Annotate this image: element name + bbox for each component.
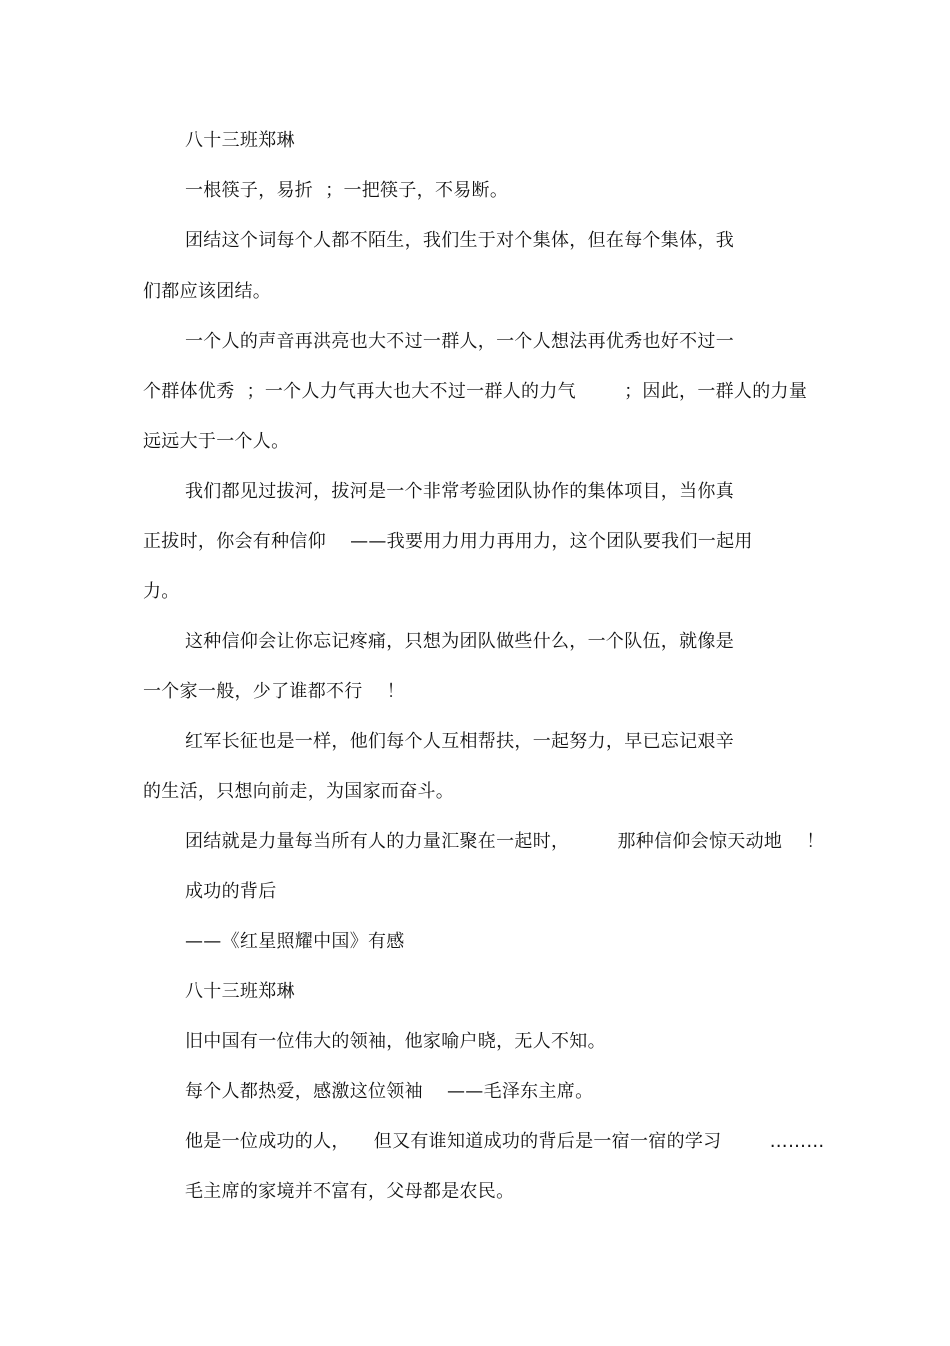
author-line: 八十三班郑琳 <box>185 130 295 151</box>
paragraph-line: 这种信仰会让你忘记疼痛，只想为团队做些什么，一个队伍，就像是 <box>185 631 734 652</box>
paragraph-line: 的生活，只想向前走，为国家而奋斗。 <box>143 781 455 802</box>
paragraph-line: 一个人的声音再洪亮也大不过一群人，一个人想法再优秀也好不过一 <box>185 331 734 352</box>
paragraph-line: 每个人都热爱，感激这位领袖 ——毛泽东主席。 <box>185 1081 594 1102</box>
paragraph-line: 他是一位成功的人， 但又有谁知道成功的背后是一宿一宿的学习 ……… <box>185 1131 825 1152</box>
paragraph-line: 毛主席的家境并不富有，父母都是农民。 <box>185 1181 515 1202</box>
paragraph-line: 旧中国有一位伟大的领袖，他家喻户晓，无人不知。 <box>185 1031 606 1052</box>
paragraph-line: 远远大于一个人。 <box>143 431 290 452</box>
paragraph-line: 一个家一般，少了谁都不行 ！ <box>143 681 405 702</box>
paragraph-line: 团结这个词每个人都不陌生，我们生于对个集体，但在每个集体，我 <box>185 230 734 251</box>
paragraph-line: 们都应该团结。 <box>143 281 272 302</box>
author-line: 八十三班郑琳 <box>185 981 295 1002</box>
paragraph-line: 个群体优秀 ；一个人力气再大也大不过一群人的力气 ；因此，一群人的力量 <box>143 381 808 402</box>
section-title: 成功的背后 <box>185 881 277 902</box>
paragraph-line: 我们都见过拔河，拔河是一个非常考验团队协作的集体项目，当你真 <box>185 481 734 502</box>
paragraph-line: 红军长征也是一样，他们每个人互相帮扶，一起努力，早已忘记艰辛 <box>185 731 734 752</box>
paragraph-line: 团结就是力量每当所有人的力量汇聚在一起时， 那种信仰会惊天动地 ！ <box>185 831 825 852</box>
paragraph-line: 力。 <box>143 581 180 602</box>
paragraph-line: 一根筷子，易折 ；一把筷子，不易断。 <box>185 180 509 201</box>
section-subtitle: ——《红星照耀中国》有感 <box>185 931 405 952</box>
paragraph-line: 正拔时，你会有种信仰 ——我要用力用力再用力，这个团队要我们一起用 <box>143 531 753 552</box>
